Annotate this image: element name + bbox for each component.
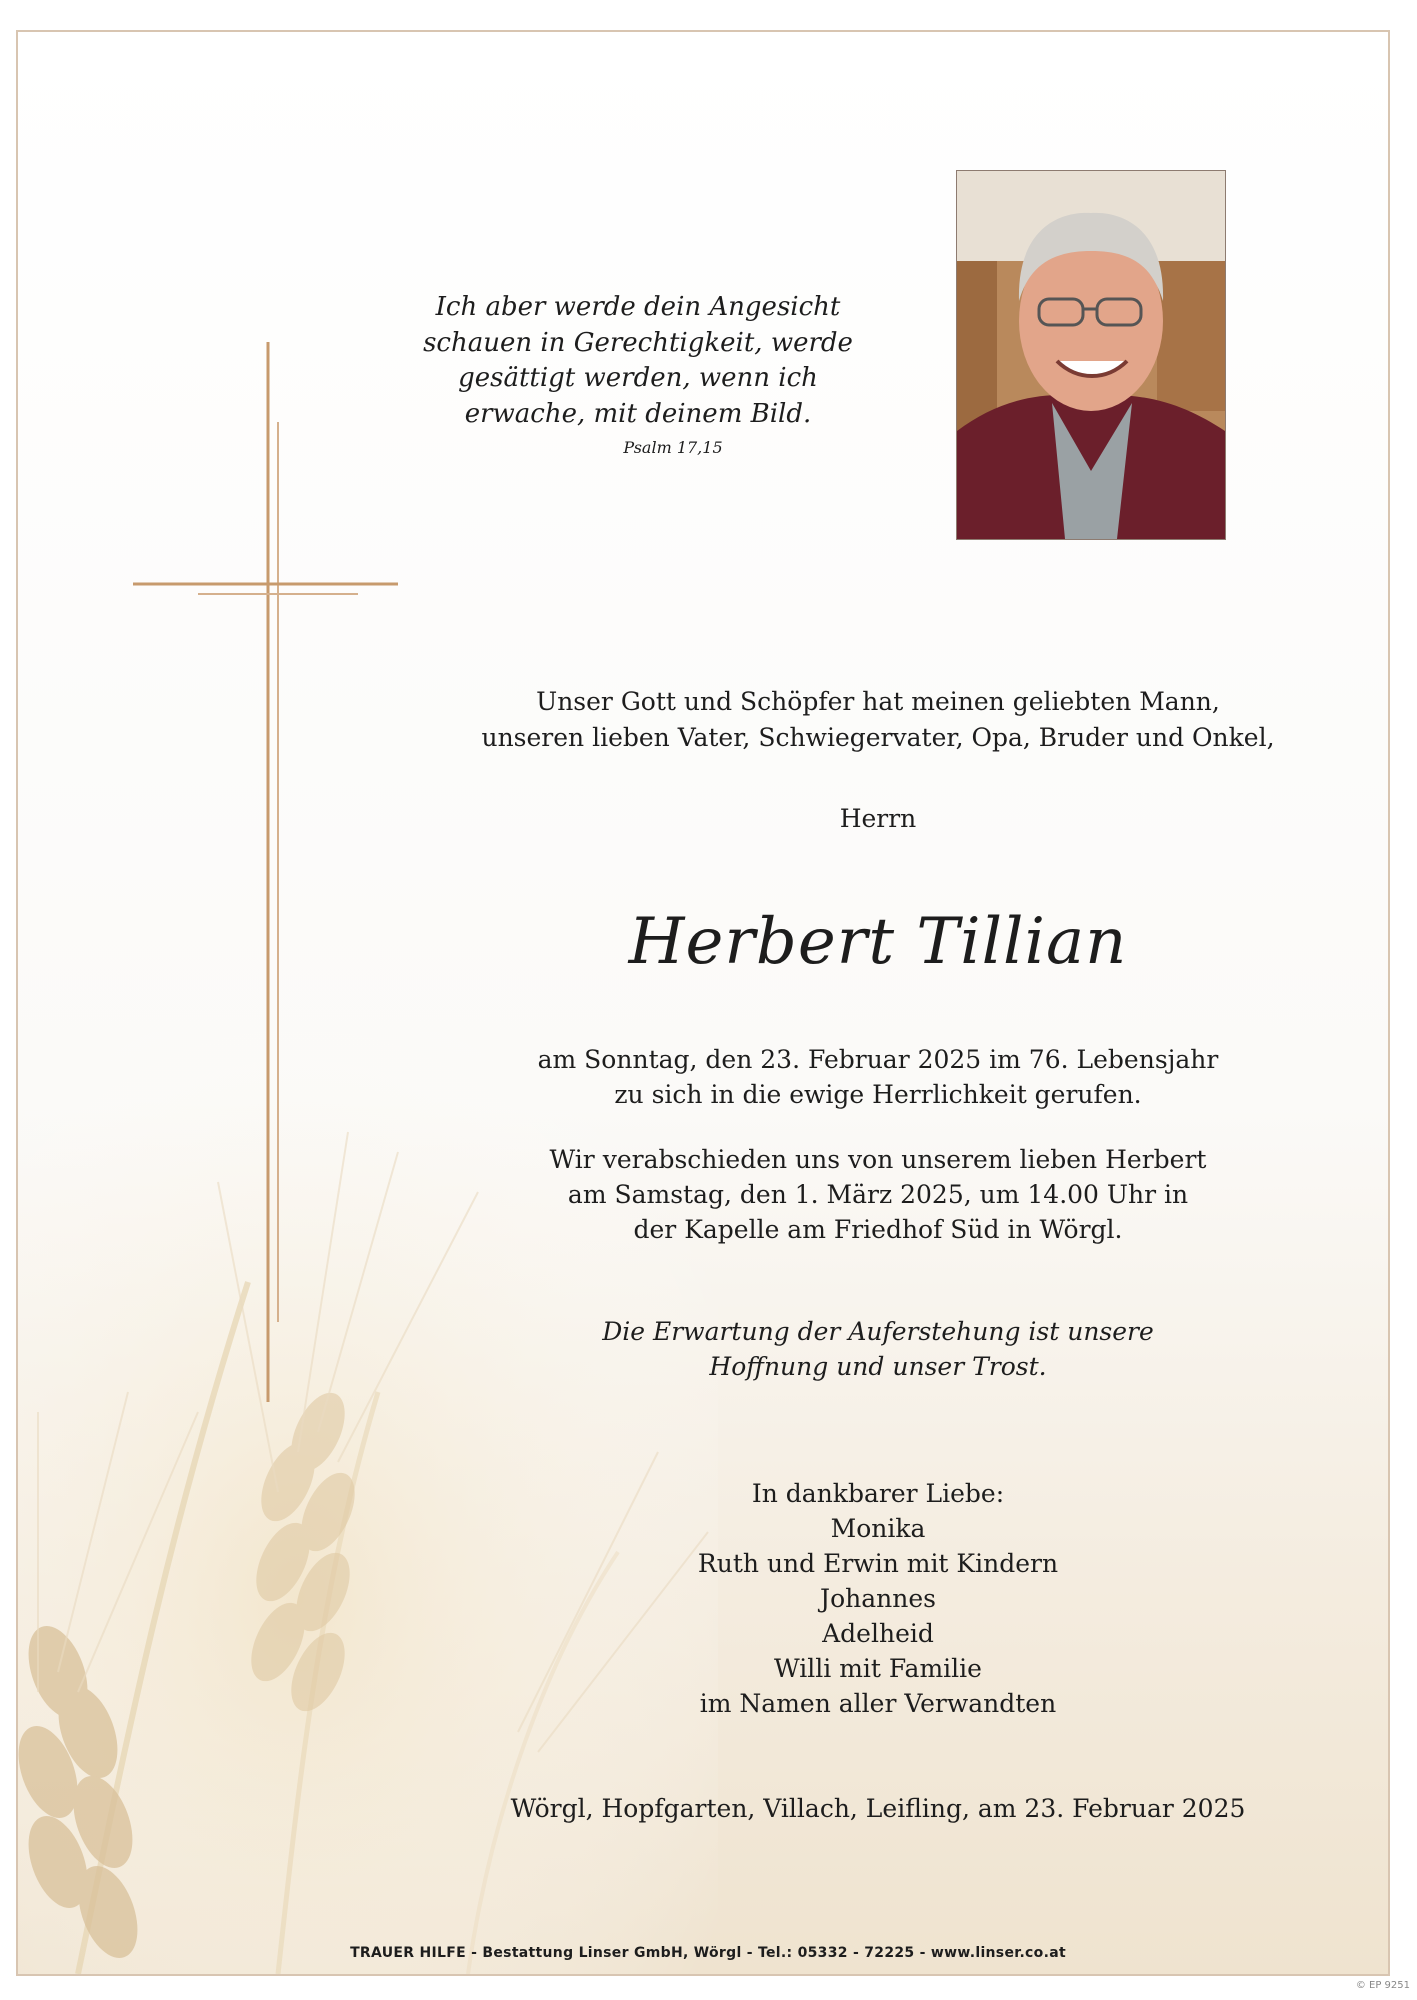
mourner-name: Monika [830, 1514, 926, 1543]
deceased-name: Herbert Tillian [628, 905, 1128, 979]
mourner-name: Adelheid [822, 1619, 934, 1648]
cross-ornament [118, 322, 418, 1422]
farewell-line: Wir verabschieden uns von unserem lieben Herbert [549, 1145, 1207, 1174]
mourner-name: Johannes [820, 1584, 936, 1613]
closing-quote-line: Die Erwartung der Auferstehung ist unsere [602, 1317, 1154, 1346]
announcement-intro [428, 684, 1328, 757]
funeral-home-footer: TRAUER HILFE - Bestattung Linser GmbH, Wörgl - Tel.: 05332 - 72225 - www.linser.co.at [350, 1945, 1066, 1961]
verse-line: gesättigt werden, wenn ich [458, 363, 818, 394]
mourners-heading: In dankbarer Liebe: [751, 1479, 1005, 1508]
salutation: Herrn [839, 804, 917, 833]
verse-source: Psalm 17,15 [623, 438, 723, 457]
mourners-list [573, 1511, 1183, 1721]
passing-statement [473, 1042, 1283, 1112]
intro-line: Unser Gott und Schöpfer hat meinen geliebten Mann, [536, 687, 1220, 716]
intro-line: unseren lieben Vater, Schwiegervater, Opa, Bruder und Onkel, [481, 723, 1275, 753]
passing-line: zu sich in die ewige Herrlichkeit gerufen. [614, 1080, 1142, 1109]
place-and-date: Wörgl, Hopfgarten, Villach, Leifling, am 23. Februar 2025 [510, 1794, 1246, 1823]
verse-line: erwache, mit deinem Bild. [464, 398, 812, 429]
closing-quote-line: Hoffnung und unser Trost. [709, 1352, 1047, 1381]
farewell-line: am Samstag, den 1. März 2025, um 14.00 Uhr in [567, 1180, 1189, 1209]
farewell-line: der Kapelle am Friedhof Süd in Wörgl. [633, 1215, 1123, 1244]
farewell-details [473, 1142, 1283, 1247]
portrait-photo [956, 170, 1226, 540]
mourner-name: im Namen aller Verwandten [699, 1689, 1057, 1718]
edition-code: © EP 9251 [1355, 1980, 1410, 1991]
bible-verse [423, 290, 853, 432]
mourner-name: Ruth und Erwin mit Kindern [697, 1549, 1059, 1578]
obituary-card [16, 30, 1390, 1976]
verse-line: Ich aber werde dein Angesicht [435, 292, 841, 322]
verse-line: schauen in Gerechtigkeit, werde [423, 327, 853, 358]
closing-quote [473, 1314, 1283, 1384]
passing-line: am Sonntag, den 23. Februar 2025 im 76. Lebensjahr [537, 1045, 1219, 1074]
mourner-name: Willi mit Familie [774, 1654, 982, 1683]
